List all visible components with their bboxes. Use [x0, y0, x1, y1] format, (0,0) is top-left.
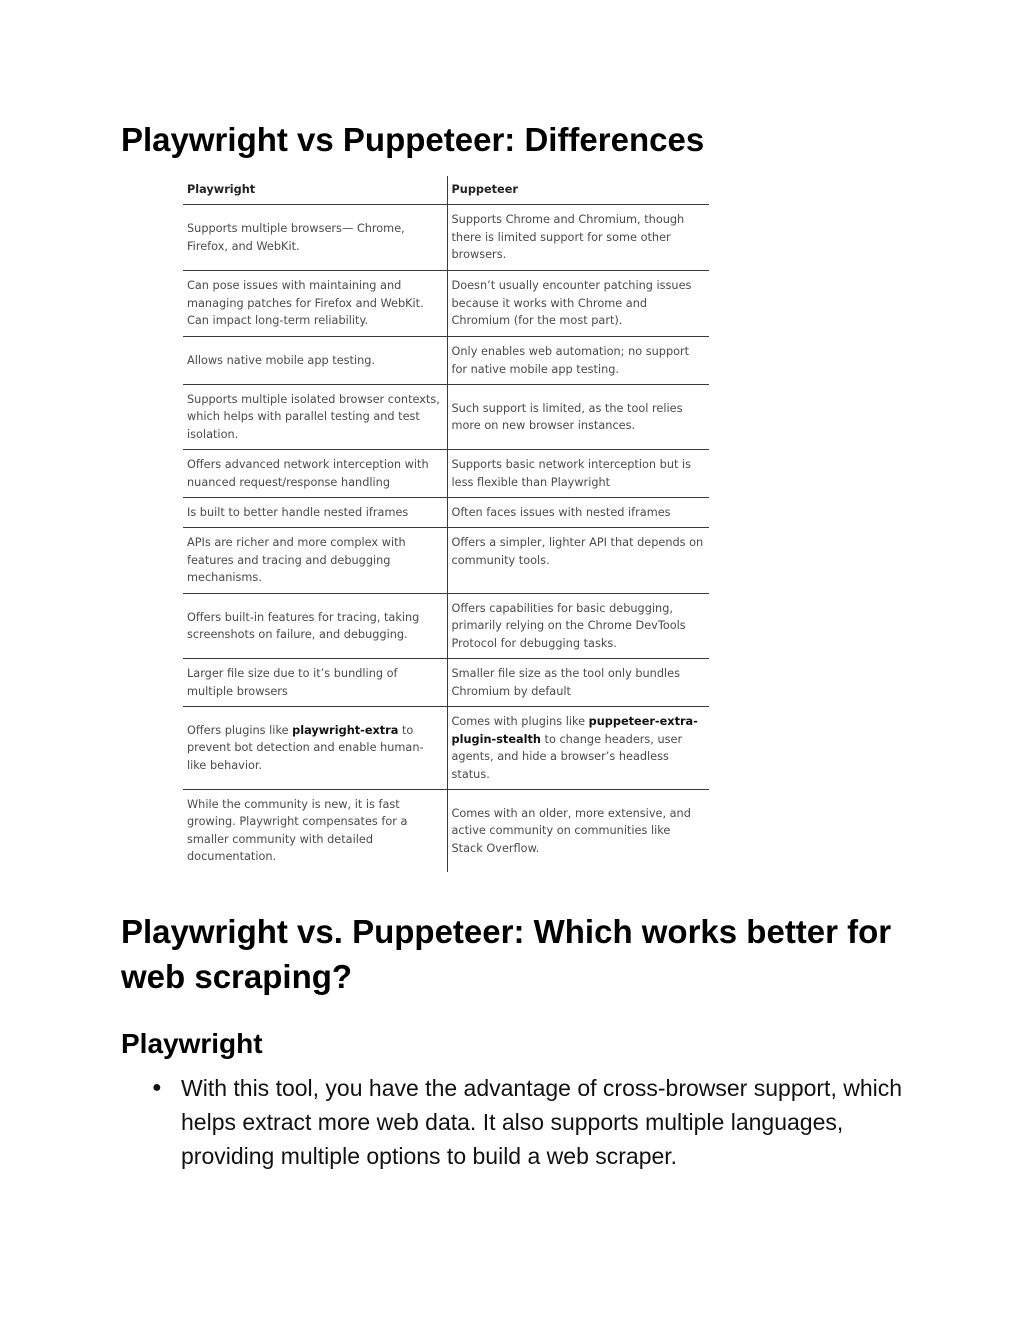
list-item [121, 1071, 921, 1173]
table-row [183, 271, 709, 337]
table-cell-puppeteer: Comes with an older, more extensive, and active community on communities like Stack Overflow. [451, 806, 691, 855]
section-heading-which-better: Playwright vs. Puppeteer: Which works better for web scraping? [121, 913, 892, 995]
table-cell-puppeteer: Doesn’t usually encounter patching issues because it works with Chrome and Chromium (for the most part). [447, 271, 709, 337]
table-cell-playwright: Can pose issues with maintaining and managing patches for Firefox and WebKit. Can impact long-term reliability. [183, 271, 447, 337]
bullet-list [121, 1071, 921, 1173]
section-heading-differences: Playwright vs Puppeteer: Differences [121, 121, 705, 158]
table-header-row [183, 176, 709, 205]
table-cell-playwright: Is built to better handle nested iframes [183, 498, 447, 528]
table-row [183, 659, 709, 707]
table-cell-playwright: Offers advanced network interception with nuanced request/response handling [183, 450, 447, 498]
table-row [183, 528, 709, 594]
table-row [183, 450, 709, 498]
table-cell-puppeteer: Such support is limited, as the tool relies more on new browser instances. [447, 385, 709, 450]
table-cell-playwright: Supports multiple isolated browser contexts, which helps with parallel testing and test isolation. [183, 385, 447, 450]
table-cell-playwright: Offers plugins like playwright-extra to prevent bot detection and enable human-like behavior. [183, 707, 447, 790]
table-cell-playwright: Supports multiple browsers— Chrome, Firefox, and WebKit. [183, 205, 447, 271]
column-header-playwright: Playwright [183, 176, 447, 205]
table-cell-puppeteer: Supports basic network interception but is less flexible than Playwright [447, 450, 709, 498]
table-cell-playwright: Offers built-in features for tracing, taking screenshots on failure, and debugging. [183, 594, 447, 659]
plugin-name-playwright-extra: playwright-extra [292, 723, 399, 737]
bullet-text: With this tool, you have the advantage of cross-browser support, which helps extract more web data. It also supports multiple languages, providing multiple options to build a web scraper. [181, 1075, 903, 1169]
table-cell-puppeteer: Offers a simpler, lighter API that depends on community tools. [447, 528, 709, 594]
table-row [183, 594, 709, 659]
table-row [183, 337, 709, 385]
table-cell-puppeteer: Only enables web automation; no support for native mobile app testing. [447, 337, 709, 385]
table-cell-playwright: While the community is new, it is fast growing. Playwright compensates for a smaller community with detailed documentation. [183, 790, 447, 872]
table-row [183, 790, 709, 872]
bullet-icon: ● [152, 1079, 162, 1096]
column-header-puppeteer: Puppeteer [447, 176, 709, 205]
table-row [183, 707, 709, 790]
table-cell-puppeteer: Offers capabilities for basic debugging, primarily relying on the Chrome DevTools Protocol for debugging tasks. [447, 594, 709, 659]
table-row [183, 498, 709, 528]
table-row [183, 385, 709, 450]
subheading-playwright: Playwright [121, 1028, 263, 1059]
table-cell-playwright: Larger file size due to it’s bundling of multiple browsers [183, 659, 447, 707]
table-cell-puppeteer: Supports Chrome and Chromium, though there is limited support for some other browsers. [447, 205, 709, 271]
table-cell-playwright: APIs are richer and more complex with features and tracing and debugging mechanisms. [183, 528, 447, 594]
table-cell-puppeteer: Comes with plugins like puppeteer-extra-plugin-stealth to change headers, user agents, and hide a browser’s headless status. [447, 707, 709, 790]
comparison-table [183, 176, 709, 872]
table-cell-playwright: Allows native mobile app testing. [183, 337, 447, 385]
table-cell-puppeteer: Often faces issues with nested iframes [447, 498, 709, 528]
table-cell-puppeteer: Smaller file size as the tool only bundles Chromium by default [447, 659, 709, 707]
table-row [183, 205, 709, 271]
plugin-name-puppeteer-stealth: puppeteer-extra-plugin-stealth [451, 715, 698, 746]
